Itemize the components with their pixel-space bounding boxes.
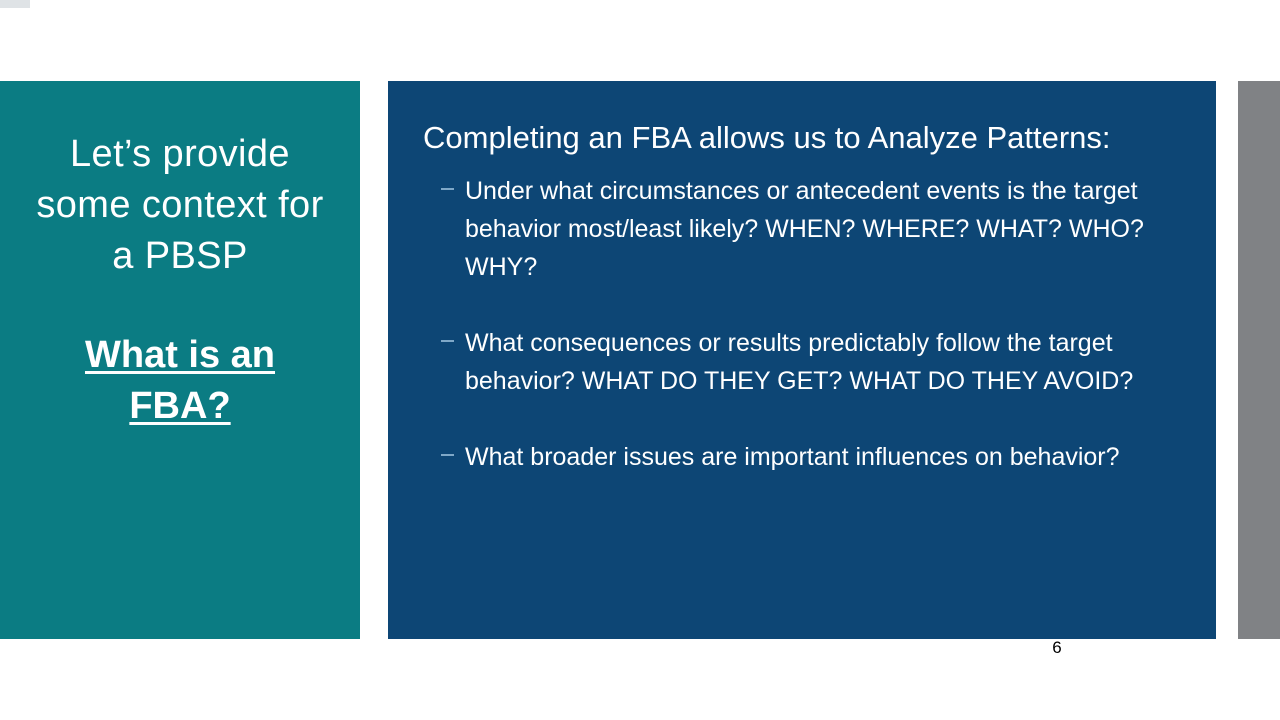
content-heading: Completing an FBA allows us to Analyze Patterns: xyxy=(423,120,1111,155)
bullet-list xyxy=(423,172,1186,476)
slide-subtitle: What is an FBA? xyxy=(84,334,276,427)
list-item-text: Under what circumstances or antecedent events is the target behavior most/least likely? WHEN? WHERE? WHAT? WHO? WHY? xyxy=(465,177,1144,281)
dash-bullet-icon xyxy=(441,188,454,190)
dash-bullet-icon xyxy=(441,454,454,456)
top-left-artifact xyxy=(0,0,30,8)
slide-title: Let’s provide some context for a PBSP xyxy=(36,133,324,277)
content-panel xyxy=(388,81,1216,639)
list-item xyxy=(423,324,1186,400)
slide-number: 6 xyxy=(1052,638,1062,657)
title-panel xyxy=(0,81,360,639)
list-item-text: What broader issues are important influences on behavior? xyxy=(465,443,1120,471)
right-accent-bar xyxy=(1238,81,1280,639)
list-item-text: What consequences or results predictably follow the target behavior? WHAT DO THEY GET? WHAT DO THEY AVOID? xyxy=(465,329,1134,395)
list-item xyxy=(423,438,1186,476)
dash-bullet-icon xyxy=(441,340,454,342)
list-item xyxy=(423,172,1186,286)
